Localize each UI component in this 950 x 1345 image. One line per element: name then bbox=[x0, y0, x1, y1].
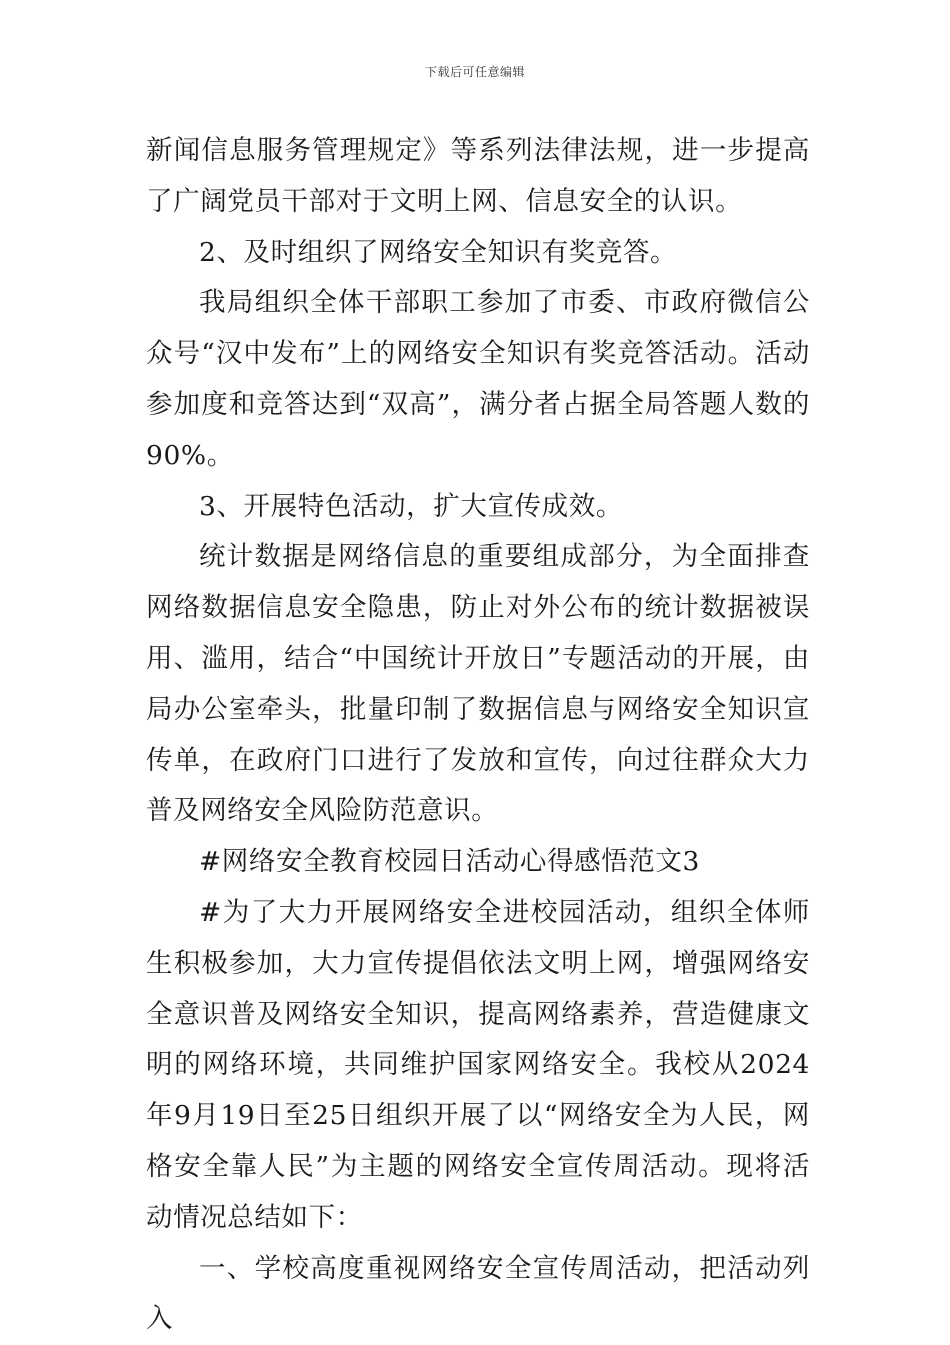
paragraph-7: #为了大力开展网络安全进校园活动，组织全体师生积极参加，大力宣传提倡依法文明上网，增强网络安全意识普及网络安全知识，提高网络素养，营造健康文明的网络环境，共同维护国家网络安全。我校从2024年9月19日至25日组织开展了以“网络安全为人民，网格安全靠人民”为主题的网络安全宣传周活动。现将活动情况总结如下： bbox=[146, 896, 810, 1233]
paragraph-6: #网络安全教育校园日活动心得感悟范文3 bbox=[199, 846, 700, 878]
body-text bbox=[146, 126, 810, 1345]
paragraph-2: 2、及时组织了网络安全知识有奖竞答。 bbox=[199, 236, 678, 268]
paragraph-5: 统计数据是网络信息的重要组成部分，为全面排查网络数据信息安全隐患，防止对外公布的统计数据被误用、滥用，结合“中国统计开放日”专题活动的开展，由局办公室牵头，批量印制了数据信息与网络安全知识宣传单，在政府门口进行了发放和宣传，向过往群众大力普及网络安全风险防范意识。 bbox=[146, 541, 810, 827]
paragraph-4: 3、开展特色活动，扩大宣传成效。 bbox=[199, 490, 623, 522]
page-header: 下载后可任意编辑 bbox=[424, 65, 525, 79]
paragraph-3: 我局组织全体干部职工参加了市委、市政府微信公众号“汉中发布”上的网络安全知识有奖竞答活动。活动参加度和竞答达到“双高”，满分者占据全局答题人数的90%。 bbox=[146, 287, 810, 471]
paragraph-8: 一、学校高度重视网络安全宣传周活动，把活动列入 bbox=[146, 1252, 810, 1335]
paragraph-1: 新闻信息服务管理规定》等系列法律法规，进一步提高了广阔党员干部对于文明上网、信息安全的认识。 bbox=[146, 135, 810, 217]
